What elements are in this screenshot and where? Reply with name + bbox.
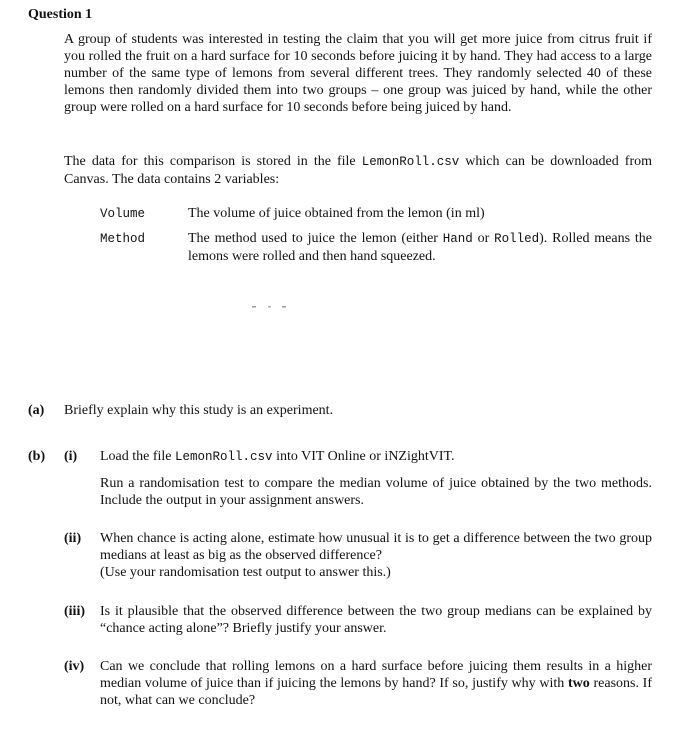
intro-paragraph: A group of students was interested in testing the claim that you will get more juice from citrus fruit if you rolled the fruit on a hard surface for 10 seconds before juicing it by hand. They had access to a large number of the same type of lemons from several different trees. They randomly selected 40 of these lemons then randomly divided them into two groups – one group was juiced by hand, while the other group were rolled on a hard surface for 10 seconds before being juiced by hand. — [64, 32, 652, 115]
variable-name-volume: Volume — [100, 207, 146, 221]
question-title: Question 1 — [28, 7, 93, 22]
part-b-iv-end: reasons. If not, what can we conclude? — [100, 676, 652, 708]
load-file-name: LemonRoll.csv — [175, 450, 273, 464]
variable-desc-volume: The volume of juice obtained from the lemon (in ml) — [188, 206, 485, 221]
method-desc-end: ). Rolled means the lemons were rolled and then hand squeezed. — [188, 231, 652, 264]
method-desc-start: The method used to juice the lemon (either — [188, 231, 443, 246]
part-b-iv-text — [100, 658, 652, 709]
code-rolled: Rolled — [494, 232, 540, 246]
part-a-label: (a) — [28, 403, 45, 418]
part-b-iv-bold: two — [567, 676, 590, 691]
method-desc-or: or — [472, 231, 495, 246]
part-b-iv-start: Can we conclude that rolling lemons on a hard surface before juicing them results in a higher median volume of juice than if juicing the lemons by hand? If so, justify why with — [100, 659, 652, 691]
part-b-ii-hint: (Use your randomisation test output to answer this.) — [100, 565, 391, 580]
data-paragraph — [64, 153, 652, 188]
load-text-end: into VIT Online or iNZightVIT. — [272, 449, 455, 464]
part-b-ii-text — [100, 530, 652, 581]
part-b-ii-question: When chance is acting alone, estimate how unusual it is to get a difference between the two group medians at least as big as the observed difference? — [100, 531, 652, 563]
data-sentence-end: which can be downloaded from Canvas. The data contains 2 variables: — [64, 154, 653, 187]
part-b-ii-label: (ii) — [64, 531, 82, 546]
part-b-iii-label: (iii) — [64, 604, 85, 619]
part-b-i-run: Run a randomisation test to compare the median volume of juice obtained by the two methods. Include the output in your assignment answers. — [100, 476, 652, 508]
part-a-text: Briefly explain why this study is an experiment. — [64, 403, 334, 418]
variable-name-method: Method — [100, 232, 146, 246]
part-b-iii-text: Is it plausible that the observed difference between the two group medians can be explained by “chance acting alone”? Briefly justify your answer. — [100, 604, 652, 636]
load-text-start: Load the file — [100, 449, 176, 464]
part-b-iv-label: (iv) — [64, 659, 85, 674]
scan-dash-mark — [252, 306, 288, 308]
part-b-i-label: (i) — [64, 449, 78, 464]
data-file-name: LemonRoll.csv — [361, 155, 460, 169]
part-b-i-load — [100, 448, 652, 466]
code-hand: Hand — [442, 232, 473, 246]
part-b-label: (b) — [28, 449, 46, 464]
data-sentence-start: The data for this comparison is stored in the file — [64, 154, 362, 169]
variable-desc-method — [188, 230, 652, 265]
